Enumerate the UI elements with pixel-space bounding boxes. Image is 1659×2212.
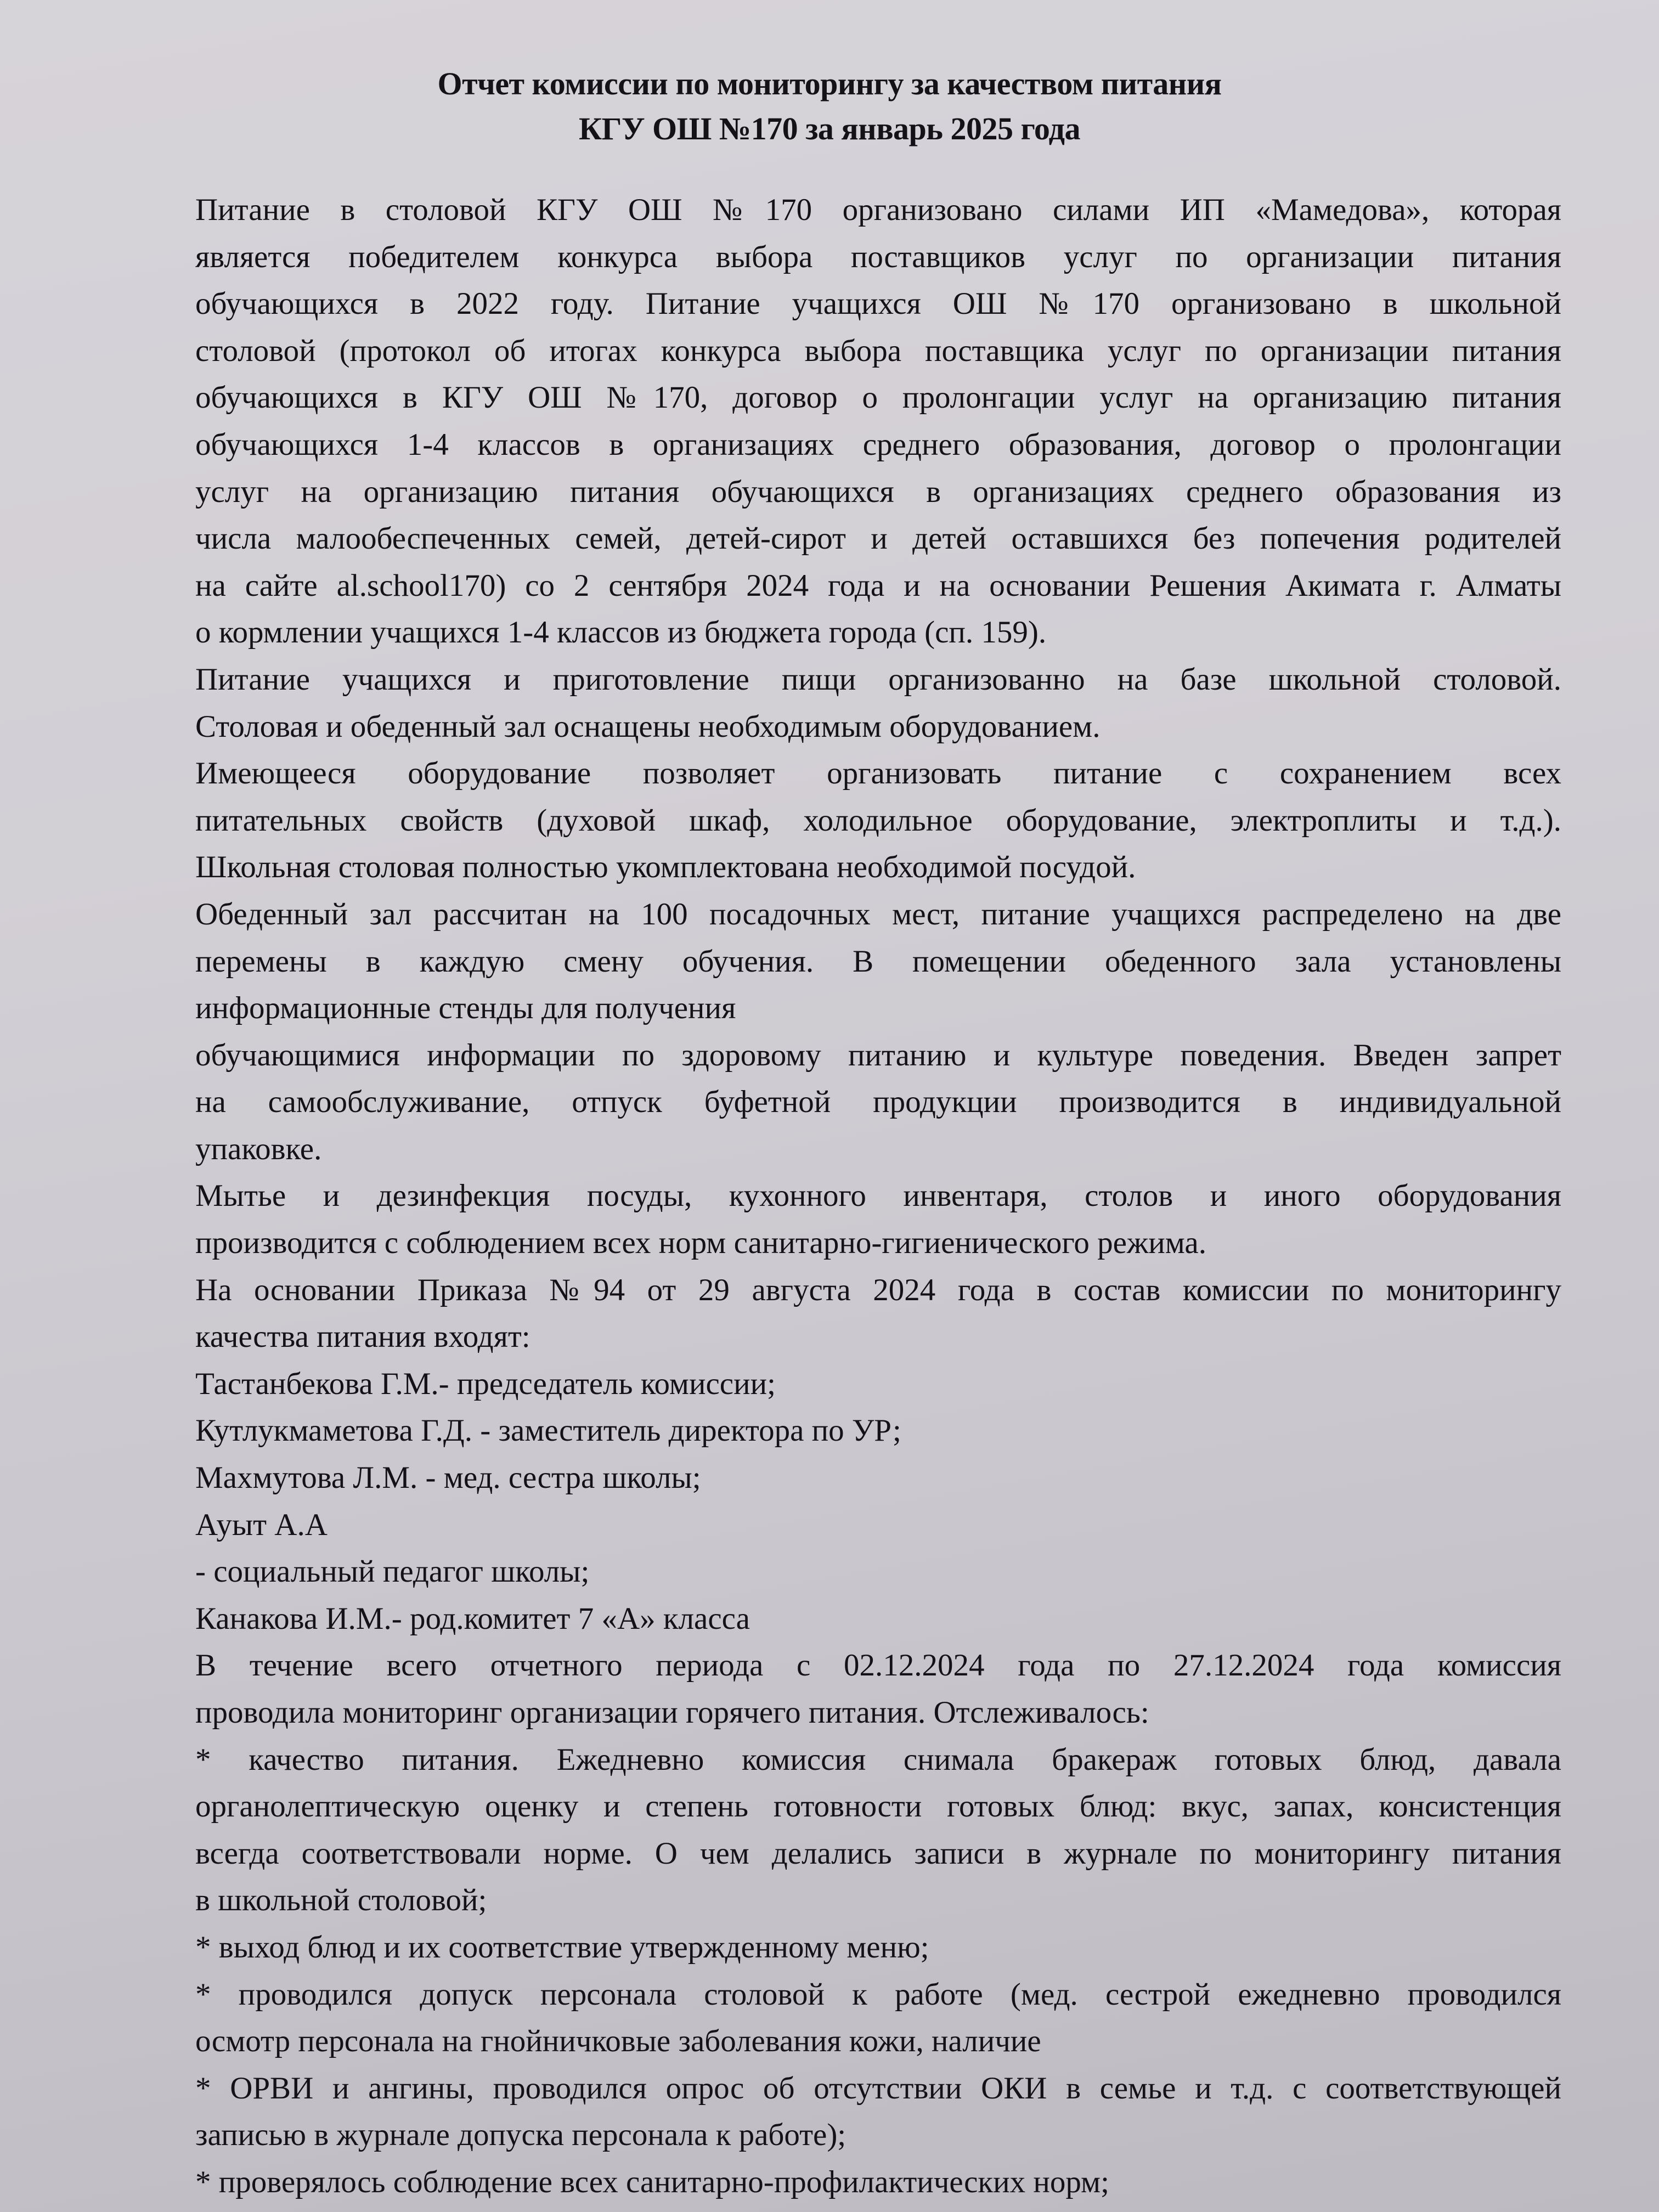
text-line: информационные стенды для получения	[195, 991, 736, 1026]
monitoring-item	[195, 1924, 1561, 1971]
text-line: Школьная столовая полностью укомплектована необходимой посудой.	[195, 850, 1136, 885]
monitoring-item	[195, 1971, 1561, 2065]
text-line: В течение всего отчетного периода с 02.12.2024 года по 27.12.2024 года комиссия	[195, 1648, 1561, 1683]
document-title	[0, 61, 1659, 151]
text-line: записью в журнале допуска персонала к работе);	[195, 2118, 847, 2153]
text-line: качества питания входят:	[195, 1319, 531, 1355]
paragraph	[195, 891, 1561, 1032]
title-line: КГУ ОШ №170 за январь 2025 года	[578, 111, 1081, 146]
document-body	[195, 187, 1561, 2206]
text-line: Обеденный зал рассчитан на 100 посадочных мест, питание учащихся распределено на две	[195, 896, 1561, 932]
committee-member: Кутлукмаметова Г.Д. - заместитель директора по УР;	[195, 1413, 901, 1448]
text-line: Имеющееся оборудование позволяет организовать питание с сохранением всех	[195, 756, 1561, 791]
text-line: обучающихся в 2022 году. Питание учащихся ОШ №170 организовано в школьной	[195, 286, 1561, 321]
text-line: услуг на организацию питания обучающихся в организациях среднего образования из	[195, 474, 1561, 509]
text-line: на самообслуживание, отпуск буфетной продукции производится в индивидуальной	[195, 1085, 1561, 1120]
text-line: Питание учащихся и приготовление пищи организованно на базе школьной столовой.	[195, 662, 1561, 697]
committee-member: Тастанбекова Г.М.- председатель комиссии;	[195, 1366, 776, 1401]
paragraph	[195, 1267, 1561, 1361]
paragraph	[195, 1032, 1561, 1173]
period-paragraph	[195, 1642, 1561, 1736]
text-line: числа малообеспеченных семей, детей-сирот и детей оставшихся без попечения родителей	[195, 521, 1561, 556]
text-line: Мытье и дезинфекция посуды, кухонного инвентаря, столов и иного оборудования	[195, 1178, 1561, 1214]
text-line: Питание в столовой КГУ ОШ №170 организовано силами ИП «Мамедова», которая	[195, 193, 1561, 227]
paragraph	[195, 750, 1561, 891]
text-line: обучающихся в КГУ ОШ №170, договор о пролонгации услуг на организацию питания	[195, 380, 1561, 415]
text-line: обучающимися информации по здоровому питанию и культуре поведения. Введен запрет	[195, 1037, 1561, 1073]
monitoring-item	[195, 2065, 1561, 2159]
text-line: Столовая и обеденный зал оснащены необходимым оборудованием.	[195, 709, 1101, 744]
committee-member: Махмутова Л.М. - мед. сестра школы;	[195, 1460, 701, 1496]
text-line: о кормлении учащихся 1-4 классов из бюджета города (сп. 159).	[195, 615, 1047, 650]
text-line: в школьной столовой;	[195, 1883, 487, 1918]
text-line: * проверялось соблюдение всех санитарно-профилактических норм;	[195, 2164, 1109, 2199]
text-line: упаковке.	[195, 1131, 322, 1166]
text-line: * ОРВИ и ангины, проводился опрос об отсутствии ОКИ в семье и т.д. с соответствующей	[195, 2070, 1561, 2106]
paragraph	[195, 187, 1561, 656]
text-line: является победителем конкурса выбора поставщиков услуг по организации питания	[195, 239, 1561, 274]
text-line: органолептическую оценку и степень готовности готовых блюд: вкус, запах, консистенция	[195, 1789, 1561, 1824]
text-line: На основании Приказа №94 от 29 августа 2024 года в состав комиссии по мониторингу	[195, 1272, 1561, 1307]
text-line: * выход блюд и их соответствие утвержденному меню;	[195, 1929, 929, 1965]
text-line: на сайте al.school170) со 2 сентября 2024 года и на основании Решения Акимата г. Алматы	[195, 568, 1561, 603]
text-line: столовой (протокол об итогах конкурса выбора поставщика услуг по организации питания	[195, 333, 1561, 368]
paragraph	[195, 1172, 1561, 1266]
paragraph	[195, 656, 1561, 750]
monitoring-item	[195, 2159, 1561, 2206]
text-line: осмотр персонала на гнойничковые заболевания кожи, наличие	[195, 2024, 1041, 2059]
committee-member: - социальный педагог школы;	[195, 1554, 590, 1589]
text-line: питательных свойств (духовой шкаф, холодильное оборудование, электроплиты и т.д.).	[195, 803, 1561, 838]
text-line: обучающихся 1-4 классов в организациях среднего образования, договор о пролонгации	[195, 427, 1561, 462]
text-line: производится с соблюдением всех норм санитарно-гигиенического режима.	[195, 1226, 1206, 1261]
text-line: перемены в каждую смену обучения. В помещении обеденного зала установлены	[195, 944, 1561, 979]
committee-member: Канакова И.М.- род.комитет 7 «А» класса	[195, 1601, 750, 1636]
monitoring-item	[195, 1736, 1561, 1924]
text-line: * проводился допуск персонала столовой к работе (мед. сестрой ежедневно проводился	[195, 1977, 1561, 2012]
committee-members-list	[195, 1361, 1561, 1643]
committee-member: Ауыт А.А	[195, 1507, 328, 1542]
text-line: проводила мониторинг организации горячего питания. Отслеживалось:	[195, 1695, 1149, 1730]
text-line: * качество питания. Ежедневно комиссия снимала бракераж готовых блюд, давала	[195, 1742, 1561, 1777]
title-line: Отчет комиссии по мониторингу за качеством питания	[437, 66, 1222, 101]
text-line: всегда соответствовали норме. О чем делались записи в журнале по мониторингу питания	[195, 1836, 1561, 1871]
